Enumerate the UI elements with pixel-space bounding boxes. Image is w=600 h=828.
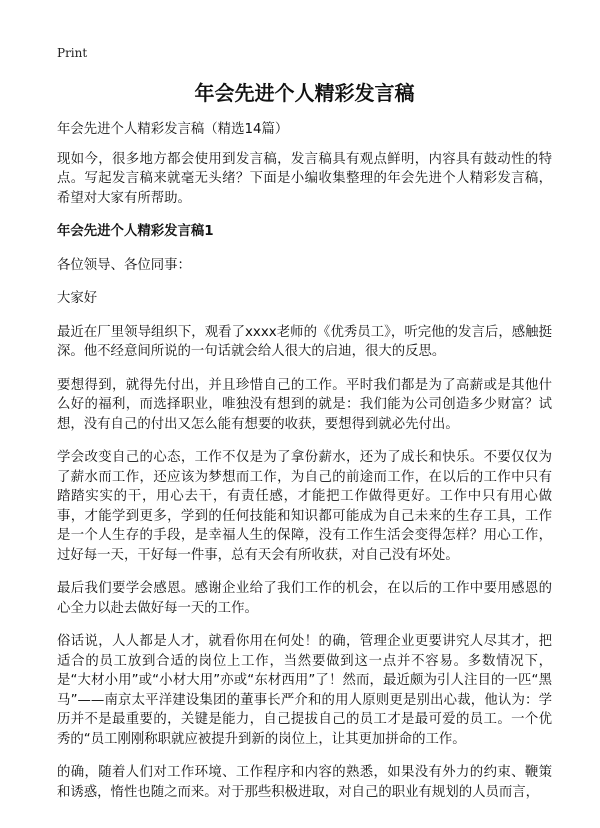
paragraph-body: 最后我们要学会感恩。感谢企业给了我们工作的机会，在以后的工作中要用感恩的心全力以赴去做好每一天的工作。 xyxy=(57,581,552,616)
document-body xyxy=(57,78,552,816)
intro-paragraph: 现如今，很多地方都会使用到发言稿，发言稿具有观点鲜明，内容具有鼓动性的特点。写起发言稿来就毫无头绪？下面是小编收集整理的年会先进个人精彩发言稿，希望对大家有所帮助。 xyxy=(57,151,552,206)
paragraph-body: 最近在厂里领导组织下，观看了xxxx老师的《优秀员工》，听完他的发言后，感触挺深。他不经意间所说的一句话就会给人很大的启迪，很大的反思。 xyxy=(57,324,552,359)
document-title: 年会先进个人精彩发言稿 xyxy=(194,81,415,105)
print-link[interactable]: Print xyxy=(57,46,88,60)
paragraph-salutation: 各位领导、各位同事： xyxy=(57,257,191,273)
paragraph-body: 的确，随着人们对工作环境、工作程序和内容的熟悉，如果没有外力的约束、鞭策和诱惑，惰性也随之而来。对于那些积极进取，对自己的职业有规划的人员而言， xyxy=(57,765,552,800)
paragraph-greeting: 大家好 xyxy=(57,291,98,306)
paragraph-body: 要想得到，就得先付出，并且珍惜自己的工作。平时我们都是为了高薪或是其他什么好的福利，而选择职业，唯独没有想到的就是：我们能为公司创造多少财富？试想，没有自己的付出又怎么能有想要的收获，要想得到就必先付出。 xyxy=(57,377,552,432)
document-subtitle: 年会先进个人精彩发言稿（精选14篇） xyxy=(57,122,289,137)
section-heading: 年会先进个人精彩发言稿1 xyxy=(57,224,214,239)
paragraph-body: 学会改变自己的心态，工作不仅是为了拿份薪水，还为了成长和快乐。不要仅仅为了薪水而工作，还应该为梦想而工作，为自己的前途而工作，在以后的工作中只有踏踏实实的干，用心去干，有责任感，才能把工作做得更好。工作中只有用心做事，才能学到更多，学到的任何技能和知识都可能成为自己未来的生存工具，工作是一个人生存的手段，是幸福人生的保障，没有工作生活会变得怎样？用心工作，过好每一天，干好每一件事，总有天会有所收获，对自己没有坏处。 xyxy=(57,450,552,563)
paragraph-body: 俗话说，人人都是人才，就看你用在何处！的确，管理企业更要讲究人尽其才，把适合的员工放到合适的岗位上工作，当然要做到这一点并不容易。多数情况下，是“大材小用”或“小材大用”亦或“东材西用”了！然而，最近颇为引人注目的一匹“黑马”——南京太平洋建设集团的董事长严介和的用人原则更是别出心裁，他认为：学历并不是最重要的，关键是能力，自己提拔自己的员工才是最可爱的员工。一个优秀的“员工刚刚称职就应被提升到新的岗位上，让其更加拼命的工作。 xyxy=(57,634,552,747)
